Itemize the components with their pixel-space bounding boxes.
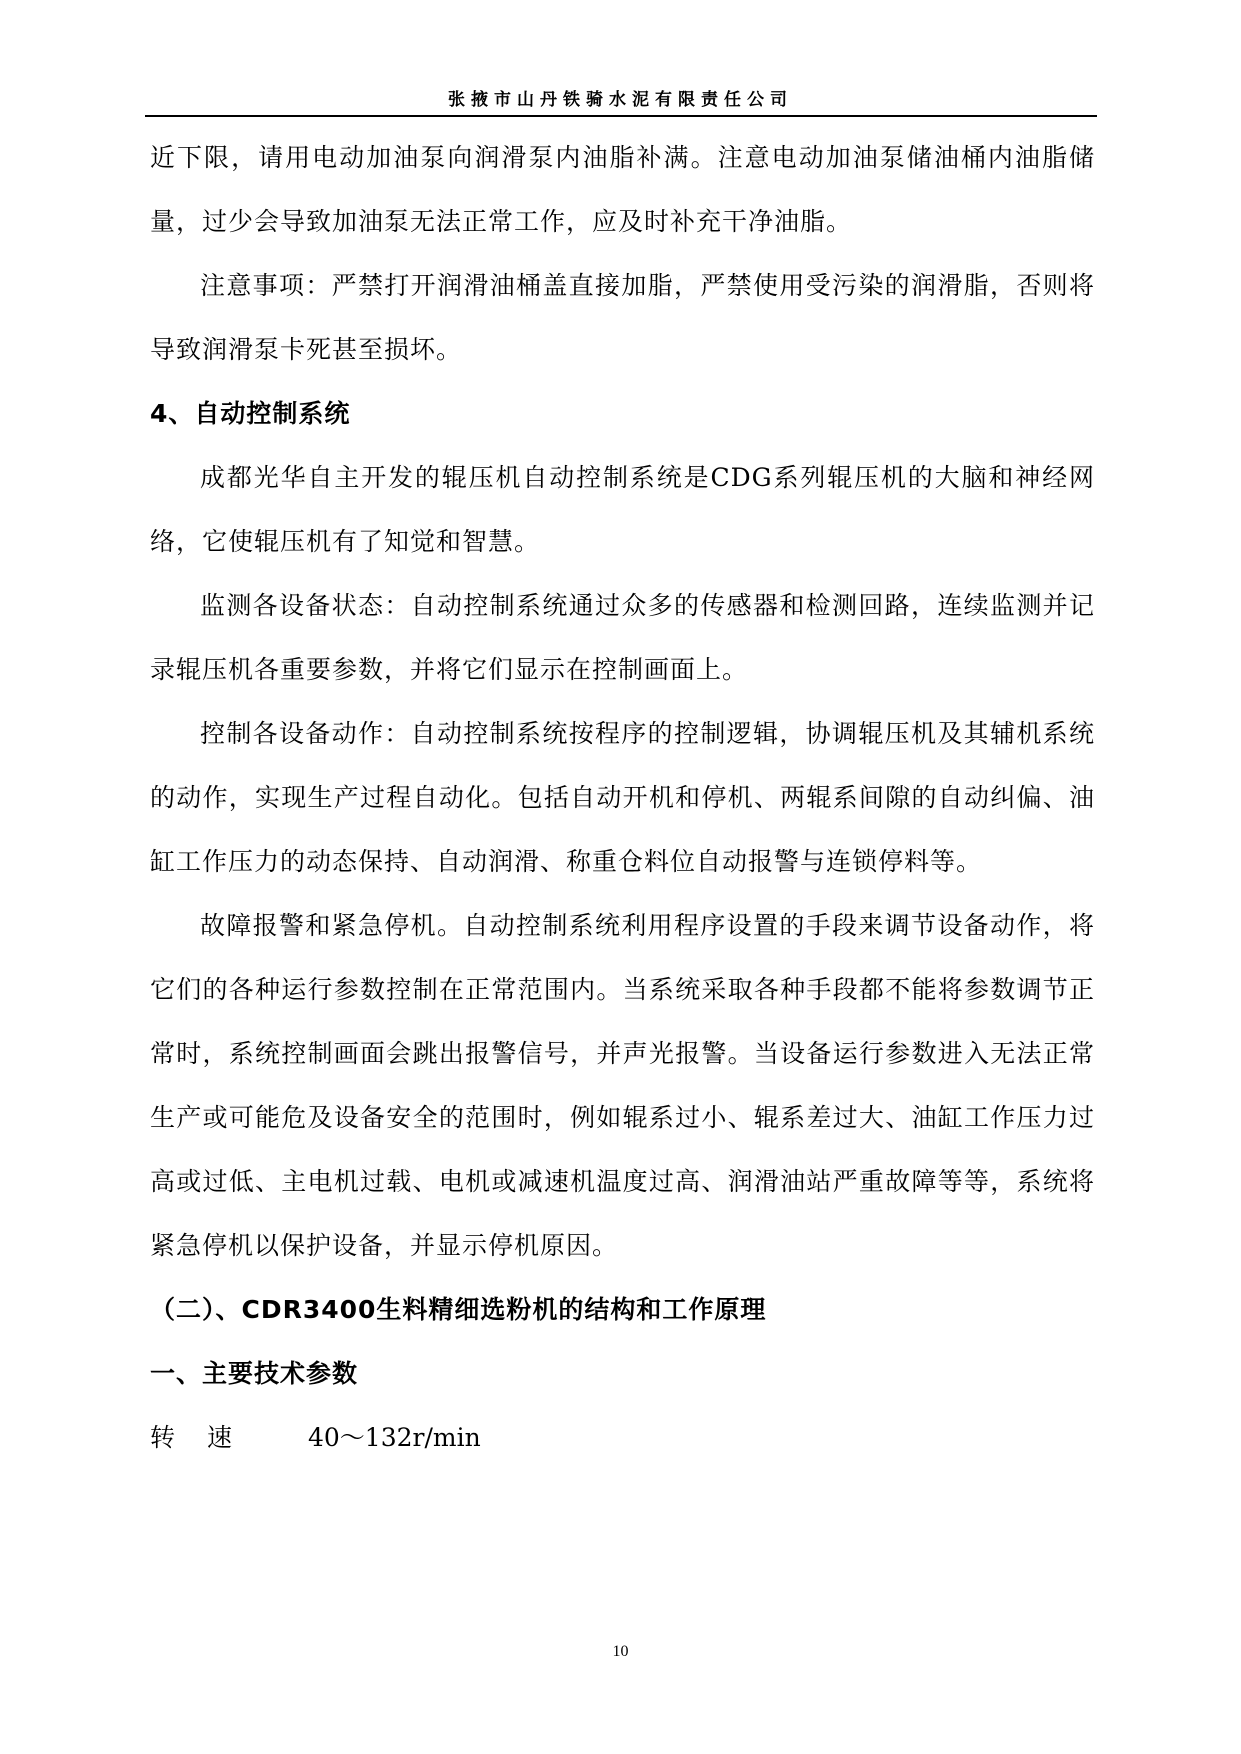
document-body xyxy=(150,126,1095,1470)
page-number: 10 xyxy=(612,1643,629,1660)
heading-auto-control: 4、自动控制系统 xyxy=(150,399,351,428)
header-company-name: 张掖市山丹铁骑水泥有限责任公司 xyxy=(448,90,793,110)
heading-tech-params: 一、主要技术参数 xyxy=(150,1359,359,1388)
param-row-speed xyxy=(150,1406,1095,1470)
paragraph-fault-alarm: 故障报警和紧急停机。自动控制系统利用程序设置的手段来调节设备动作，将它们的各种运行参数控制在正常范围内。当系统采取各种手段都不能将参数调节正常时，系统控制画面会跳出报警信号，并声光报警。当设备运行参数进入无法正常生产或可能危及设备安全的范围时，例如辊系过小、辊系差过大、油缸工作压力过高或过低、主电机过载、电机或减速机温度过高、润滑油站严重故障等等，系统将紧急停机以保护设备，并显示停机原因。 xyxy=(150,911,1095,1260)
paragraph-control-actions: 控制各设备动作：自动控制系统按程序的控制逻辑，协调辊压机及其辅机系统的动作，实现生产过程自动化。包括自动开机和停机、两辊系间隙的自动纠偏、油缸工作压力的动态保持、自动润滑、称重仓料位自动报警与连锁停料等。 xyxy=(150,719,1095,876)
param-speed-label: 转速 xyxy=(150,1423,265,1452)
heading-separator-section: （二）、CDR3400生料精细选粉机的结构和工作原理 xyxy=(150,1295,767,1324)
paragraph-control-intro: 成都光华自主开发的辊压机自动控制系统是CDG系列辊压机的大脑和神经网络，它使辊压机有了知觉和智慧。 xyxy=(150,463,1095,556)
param-speed-value: 40～132r/min xyxy=(308,1423,481,1452)
paragraph-oil-refill: 近下限，请用电动加油泵向润滑泵内油脂补满。注意电动加油泵储油桶内油脂储量，过少会导致加油泵无法正常工作，应及时补充干净油脂。 xyxy=(150,143,1095,236)
header-divider xyxy=(145,115,1097,117)
paragraph-monitoring: 监测各设备状态：自动控制系统通过众多的传感器和检测回路，连续监测并记录辊压机各重要参数，并将它们显示在控制画面上。 xyxy=(150,591,1095,684)
paragraph-caution: 注意事项：严禁打开润滑油桶盖直接加脂，严禁使用受污染的润滑脂，否则将导致润滑泵卡死甚至损坏。 xyxy=(150,271,1095,364)
